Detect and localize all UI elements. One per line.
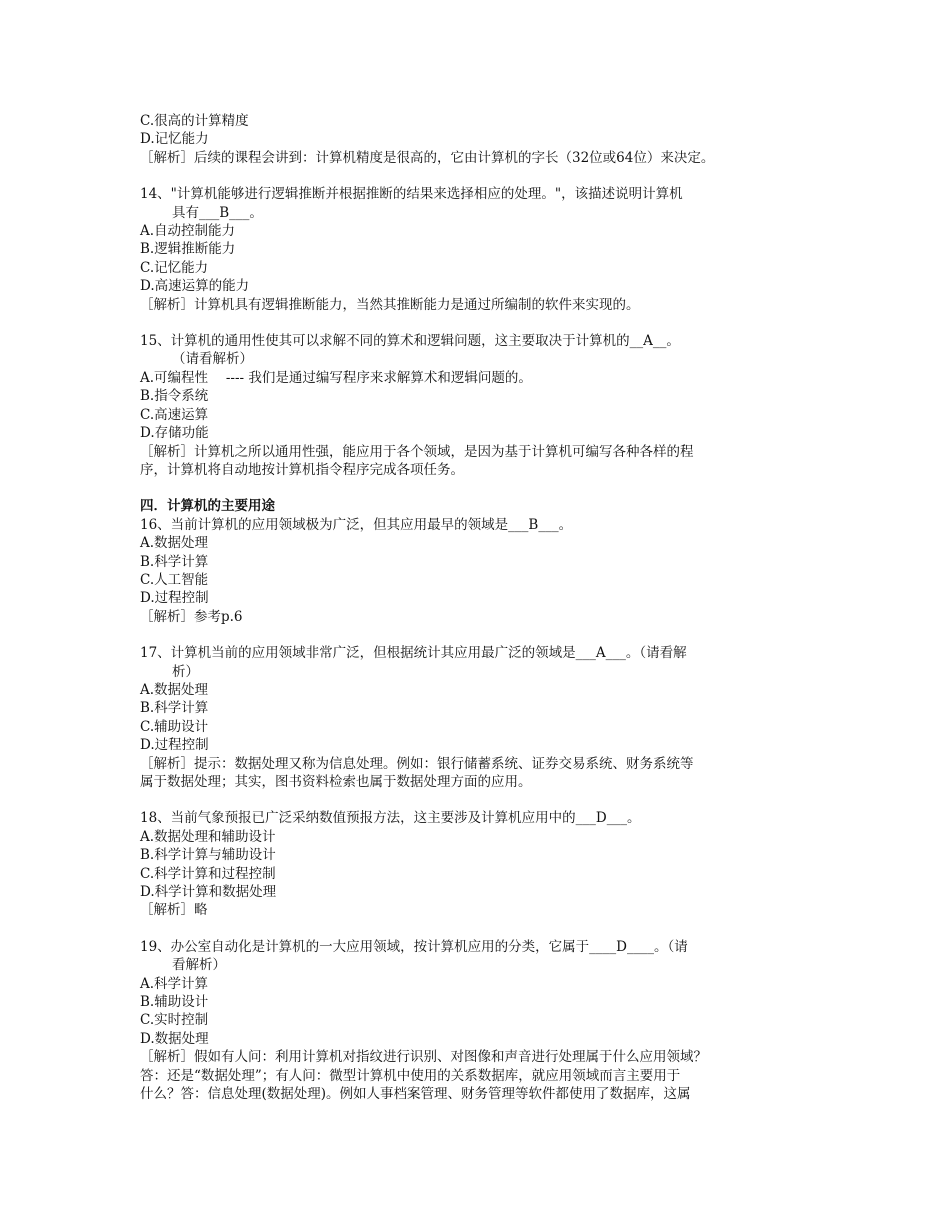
question-14-stem-cont: 具有___B___。: [172, 204, 263, 221]
option-a: A.数据处理: [140, 535, 209, 552]
analysis-text: ［解析］后续的课程会讲到：计算机精度是很高的，它由计算机的字长（32位或64位）来决定。: [140, 149, 715, 166]
question-19-stem-cont: 看解析）: [172, 957, 226, 974]
question-17-stem: 17、计算机当前的应用领域非常广泛，但根据统计其应用最广泛的领域是___A___。（请看解: [140, 645, 687, 662]
question-14-stem: 14、"计算机能够进行逻辑推断并根据推断的结果来选择相应的处理。"，该描述说明计算机: [140, 186, 683, 203]
option-c: C.科学计算和过程控制: [140, 865, 276, 882]
option-c: C.实时控制: [140, 1012, 209, 1029]
option-c: C.辅助设计: [140, 718, 209, 735]
option-c: C.记忆能力: [140, 259, 209, 276]
option-d: D.科学计算和数据处理: [140, 884, 277, 901]
analysis-text: ［解析］假如有人问：利用计算机对指纹进行识别、对图像和声音进行处理属于什么应用领域？: [140, 1049, 707, 1066]
option-d: D.记忆能力: [140, 131, 209, 148]
option-a: A.数据处理和辅助设计: [140, 828, 276, 845]
analysis-text-cont: 答：还是“数据处理”；有人问：微型计算机中使用的关系数据库，就应用领域而言主要用于: [140, 1067, 681, 1084]
option-d: D.过程控制: [140, 590, 209, 607]
option-b: B.科学计算与辅助设计: [140, 847, 276, 864]
question-17-stem-cont: 析）: [172, 663, 199, 680]
question-19-stem: 19、办公室自动化是计算机的一大应用领域，按计算机应用的分类，它属于____D____。（请: [140, 938, 688, 955]
analysis-text: ［解析］计算机具有逻辑推断能力，当然其推断能力是通过所编制的软件来实现的。: [140, 296, 640, 313]
option-b: B.逻辑推断能力: [140, 241, 236, 258]
question-18-stem: 18、当前气象预报已广泛采纳数值预报方法，这主要涉及计算机应用中的___D___。: [140, 810, 641, 827]
analysis-text: ［解析］计算机之所以通用性强，能应用于各个领域，是因为基于计算机可编写各种各样的程: [140, 443, 694, 460]
option-d: D.过程控制: [140, 737, 209, 754]
document-page: [140, 112, 820, 1104]
option-c: C.很高的计算精度: [140, 113, 249, 129]
analysis-text: ［解析］参考p.6: [140, 608, 243, 625]
option-a: A.自动控制能力: [140, 223, 236, 240]
option-d: D.高速运算的能力: [140, 278, 250, 295]
option-a: A.可编程性 ---- 我们是通过编写程序来求解算术和逻辑问题的。: [140, 369, 532, 386]
question-15-stem-cont: （请看解析）: [172, 351, 253, 368]
option-d: D.数据处理: [140, 1030, 209, 1047]
analysis-text-cont: 属于数据处理；其实，图书资料检索也属于数据处理方面的应用。: [140, 774, 532, 790]
option-c: C.人工智能: [140, 571, 209, 588]
analysis-text: ［解析］略: [140, 902, 208, 919]
option-b: B.辅助设计: [140, 994, 209, 1011]
option-d: D.存储功能: [140, 425, 209, 442]
option-a: A.数据处理: [140, 681, 209, 698]
option-c: C.高速运算: [140, 406, 209, 423]
analysis-text-cont: 什么？答：信息处理(数据处理)。例如人事档案管理、财务管理等软件都使用了数据库，这属: [140, 1086, 691, 1103]
section-heading: 四．计算机的主要用途: [140, 498, 275, 515]
option-b: B.科学计算: [140, 553, 209, 570]
option-a: A.科学计算: [140, 975, 209, 992]
question-15-stem: 15、计算机的通用性使其可以求解不同的算术和逻辑问题，这主要取决于计算机的__A__。: [140, 333, 680, 350]
option-b: B.指令系统: [140, 388, 209, 405]
analysis-text-cont: 序，计算机将自动地按计算机指令程序完成各项任务。: [140, 461, 464, 478]
question-16-stem: 16、当前计算机的应用领域极为广泛，但其应用最早的领域是___B___。: [140, 516, 573, 533]
option-b: B.科学计算: [140, 700, 209, 717]
analysis-text: ［解析］提示：数据处理又称为信息处理。例如：银行储蓄系统、证券交易系统、财务系统等: [140, 755, 694, 772]
